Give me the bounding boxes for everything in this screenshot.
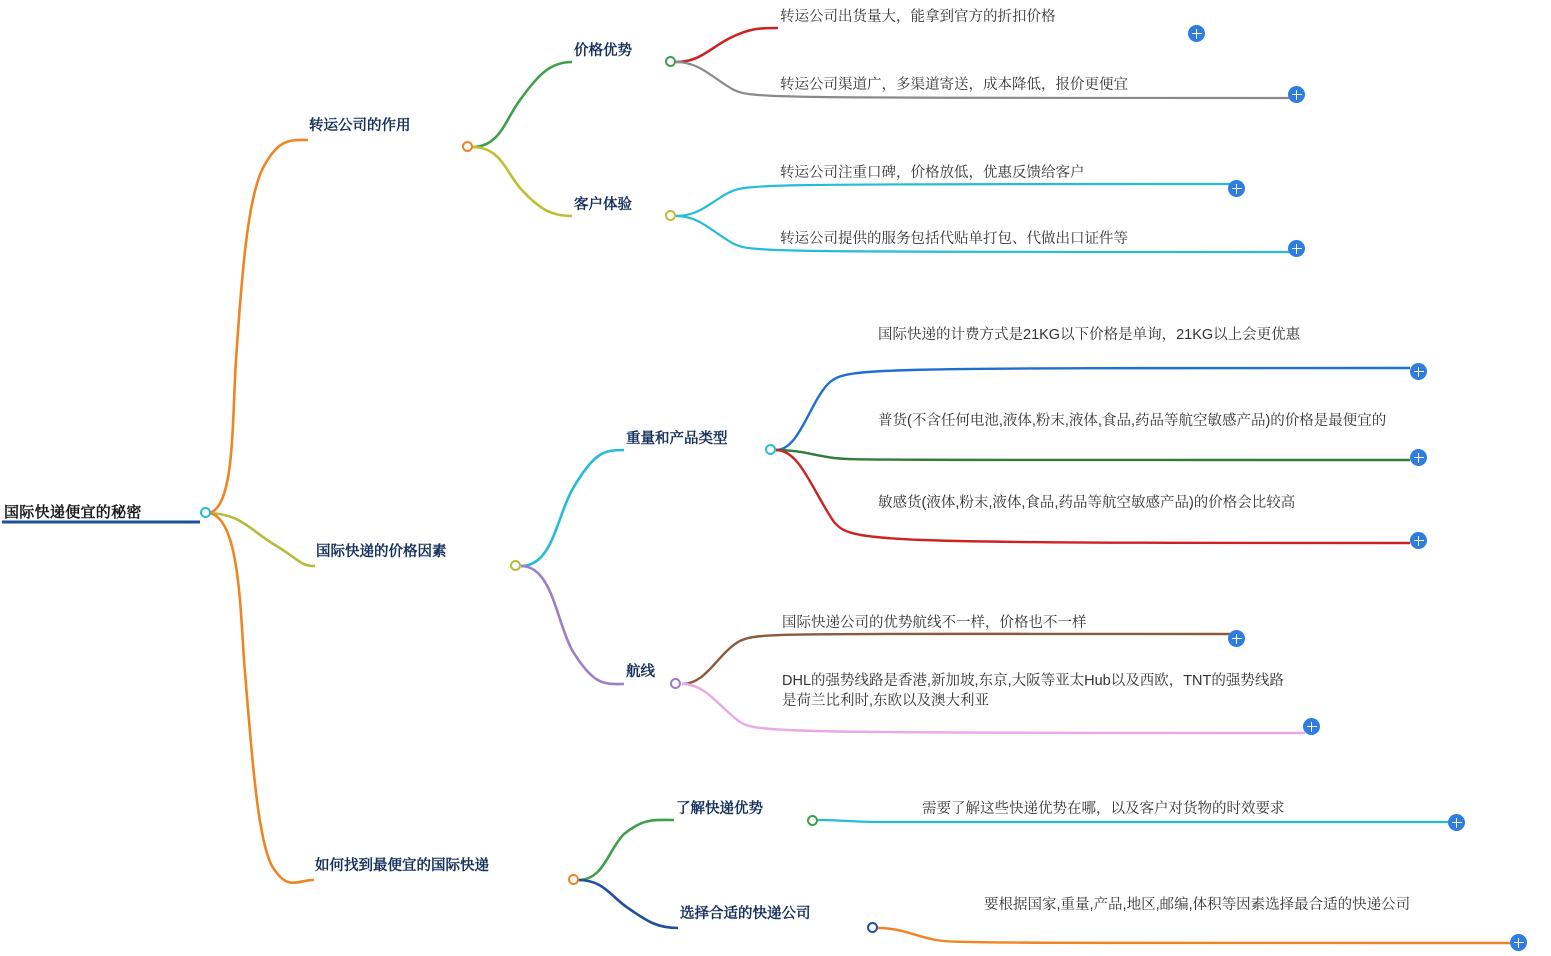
expand-button-1-1-2[interactable] xyxy=(1288,86,1305,103)
leaf-node-1-2-1[interactable] xyxy=(780,164,1085,184)
leaf-node-2-2-2[interactable] xyxy=(782,672,1294,711)
branch-label-2: 国际快递的价格因素 xyxy=(316,544,447,560)
leaf-label-2-2-2: DHL的强势线路是香港,新加坡,东京,大阪等亚太Hub以及西欧，TNT的强势线路是荷兰比利时,东欧以及澳大利亚 xyxy=(782,673,1284,709)
sub-connector-dot-1-2[interactable] xyxy=(665,210,676,221)
sub-connector-dot-2-2[interactable] xyxy=(670,678,681,689)
branch-label-1: 转运公司的作用 xyxy=(309,118,411,134)
sub-label-3-1: 了解快递优势 xyxy=(676,801,763,817)
expand-button-3-2-1[interactable] xyxy=(1510,934,1527,951)
branch-label-3: 如何找到最便宜的国际快递 xyxy=(315,858,489,874)
expand-button-2-2-2[interactable] xyxy=(1303,718,1320,735)
leaf-label-1-2-2: 转运公司提供的服务包括代贴单打包、代做出口证件等 xyxy=(780,231,1128,247)
leaf-label-1-1-1: 转运公司出货量大，能拿到官方的折扣价格 xyxy=(780,9,1056,25)
leaf-node-3-2-1[interactable] xyxy=(984,896,1476,916)
leaf-label-2-1-3: 敏感货(液体,粉末,液体,食品,药品等航空敏感产品)的价格会比较高 xyxy=(878,495,1296,511)
leaf-node-1-1-2[interactable] xyxy=(780,76,1128,96)
leaf-label-2-1-2: 普货(不含任何电池,液体,粉末,液体,食品,药品等航空敏感产品)的价格是最便宜的 xyxy=(878,413,1387,429)
sub-node-2-1[interactable] xyxy=(626,430,728,450)
branch-connector-dot-3[interactable] xyxy=(568,874,579,885)
sub-label-2-2: 航线 xyxy=(626,664,655,680)
leaf-label-3-1-1: 需要了解这些快递优势在哪，以及客户对货物的时效要求 xyxy=(922,801,1285,817)
leaf-node-2-2-1[interactable] xyxy=(782,614,1087,634)
sub-label-3-2: 选择合适的快递公司 xyxy=(680,906,811,922)
sub-label-1-2: 客户体验 xyxy=(574,197,632,213)
sub-node-2-2[interactable] xyxy=(626,663,655,683)
expand-button-2-2-1[interactable] xyxy=(1228,630,1245,647)
sub-connector-dot-3-2[interactable] xyxy=(867,922,878,933)
expand-button-2-1-1[interactable] xyxy=(1410,363,1427,380)
sub-connector-dot-1-1[interactable] xyxy=(665,56,676,67)
sub-node-3-2[interactable] xyxy=(680,905,811,925)
sub-label-1-1: 价格优势 xyxy=(574,43,632,59)
branch-connector-dot-1[interactable] xyxy=(462,141,473,152)
root-node[interactable] xyxy=(4,503,142,523)
branch-node-1[interactable] xyxy=(309,117,411,137)
leaf-node-3-1-1[interactable] xyxy=(922,800,1285,820)
sub-label-2-1: 重量和产品类型 xyxy=(626,431,728,447)
leaf-label-2-1-1: 国际快递的计费方式是21KG以下价格是单询，21KG以上会更优惠 xyxy=(878,327,1301,343)
expand-button-1-1-1[interactable] xyxy=(1188,25,1205,42)
leaf-label-1-1-2: 转运公司渠道广，多渠道寄送，成本降低，报价更便宜 xyxy=(780,77,1128,93)
sub-node-1-1[interactable] xyxy=(574,42,632,62)
leaf-label-1-2-1: 转运公司注重口碑，价格放低，优惠反馈给客户 xyxy=(780,165,1085,181)
sub-connector-dot-3-1[interactable] xyxy=(807,815,818,826)
expand-button-3-1-1[interactable] xyxy=(1448,814,1465,831)
branch-connector-dot-2[interactable] xyxy=(510,560,521,571)
sub-connector-dot-2-1[interactable] xyxy=(765,444,776,455)
leaf-node-1-1-1[interactable] xyxy=(780,8,1056,28)
expand-button-1-2-1[interactable] xyxy=(1228,180,1245,197)
leaf-node-2-1-1[interactable] xyxy=(878,326,1398,346)
root-connector-dot[interactable] xyxy=(200,507,211,518)
sub-node-1-2[interactable] xyxy=(574,196,632,216)
root-label: 国际快递便宜的秘密 xyxy=(4,504,142,521)
leaf-label-2-2-1: 国际快递公司的优势航线不一样，价格也不一样 xyxy=(782,615,1087,631)
branch-node-3[interactable] xyxy=(315,857,489,877)
leaf-node-2-1-3[interactable] xyxy=(878,494,1398,514)
leaf-label-3-2-1: 要根据国家,重量,产品,地区,邮编,体积等因素选择最合适的快递公司 xyxy=(984,897,1411,913)
leaf-node-2-1-2[interactable] xyxy=(878,412,1408,432)
expand-button-1-2-2[interactable] xyxy=(1288,240,1305,257)
sub-node-3-1[interactable] xyxy=(676,800,763,820)
leaf-node-1-2-2[interactable] xyxy=(780,230,1128,250)
expand-button-2-1-3[interactable] xyxy=(1410,532,1427,549)
expand-button-2-1-2[interactable] xyxy=(1410,449,1427,466)
branch-node-2[interactable] xyxy=(316,543,447,563)
